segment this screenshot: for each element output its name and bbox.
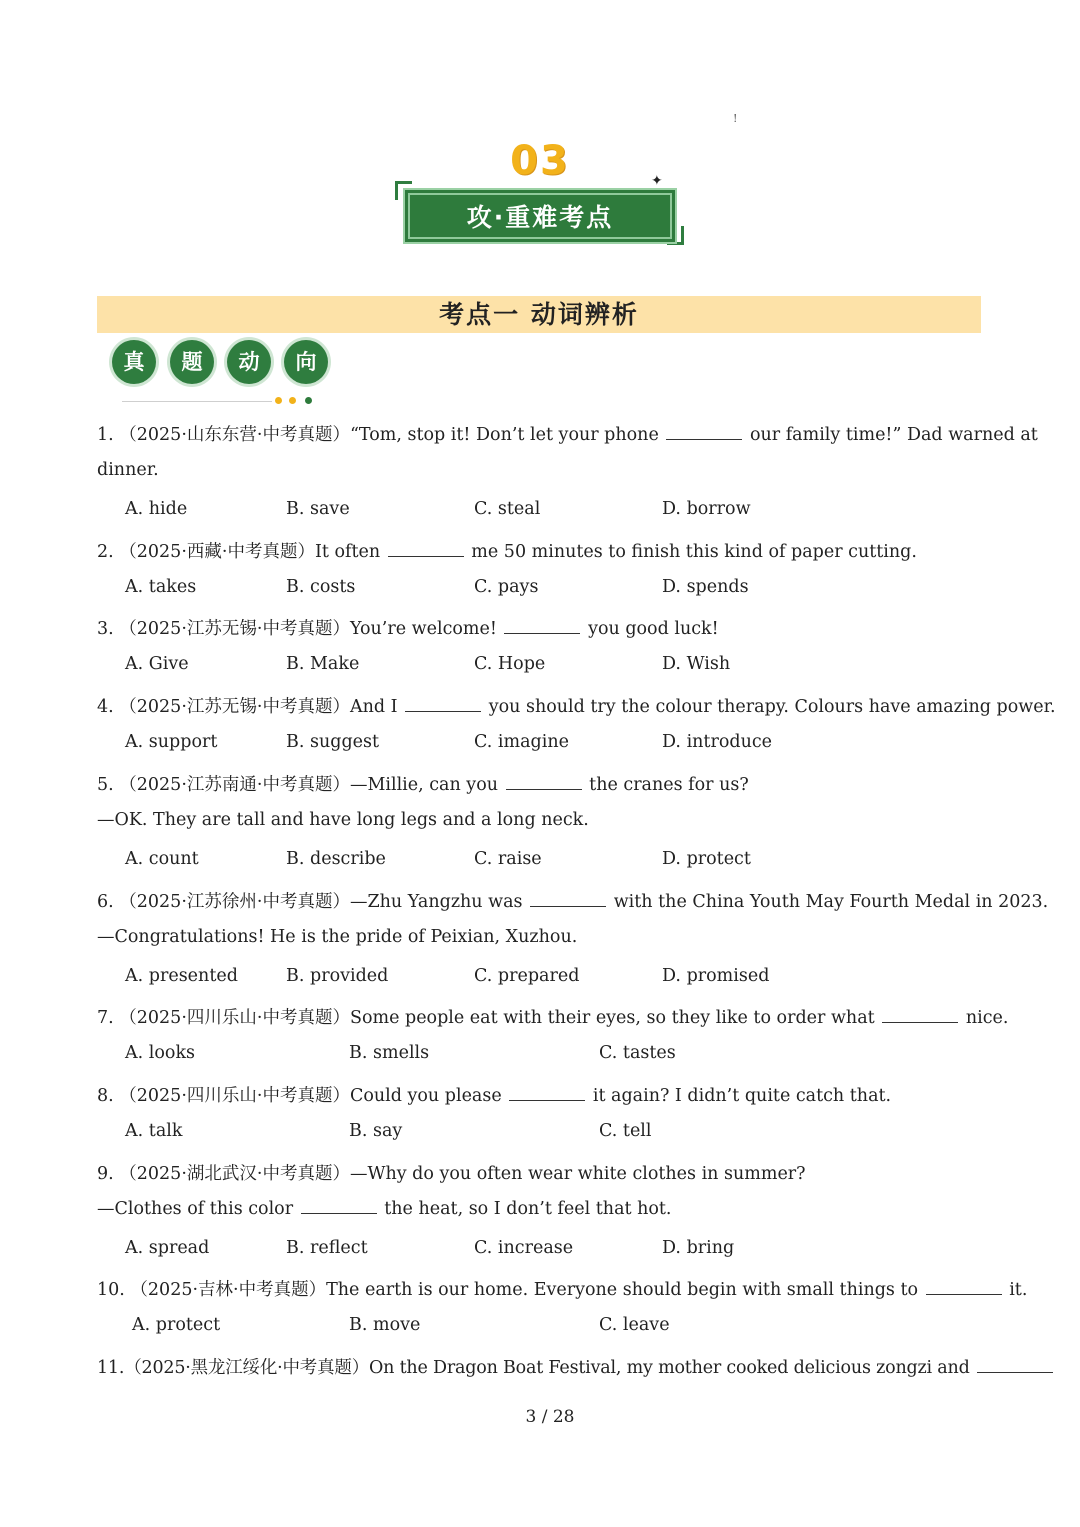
answer-blank <box>405 697 481 712</box>
question-1-cont: dinner. <box>97 460 159 480</box>
answer-blank <box>977 1358 1053 1373</box>
option: C. pays <box>474 577 539 597</box>
option: D. protect <box>662 849 751 869</box>
option: A. protect <box>132 1315 221 1335</box>
section-circles <box>112 340 352 410</box>
option: C. tastes <box>599 1043 676 1063</box>
option: C. leave <box>599 1315 670 1335</box>
answer-blank <box>530 892 606 907</box>
option: B. smells <box>349 1043 430 1063</box>
circle-label: 题 <box>170 340 214 384</box>
answer-blank <box>666 425 742 440</box>
circle-label: 向 <box>284 340 328 384</box>
option: C. prepared <box>474 966 580 986</box>
question-8: 8. （2025·四川乐山·中考真题）Could you please it again? I didn’t quite catch that. <box>97 1086 892 1106</box>
question-7: 7. （2025·四川乐山·中考真题）Some people eat with their eyes, so they like to order what nice. <box>97 1008 1009 1028</box>
question-9: 9. （2025·湖北武汉·中考真题）—Why do you often wear white clothes in summer? <box>97 1164 806 1184</box>
answer-blank <box>301 1199 377 1214</box>
option: D. spends <box>662 577 749 597</box>
question-5: 5. （2025·江苏南通·中考真题）—Millie, can you the cranes for us? <box>97 775 749 795</box>
answer-blank <box>388 542 464 557</box>
option: C. raise <box>474 849 542 869</box>
option: B. save <box>286 499 350 519</box>
option: C. Hope <box>474 654 546 674</box>
badge-title: 攻·重难考点 <box>403 188 677 244</box>
option: D. bring <box>662 1238 735 1258</box>
question-9-cont: —Clothes of this color the heat, so I don’t feel that hot. <box>97 1199 672 1219</box>
option: B. say <box>349 1121 403 1141</box>
option: A. takes <box>125 577 197 597</box>
option: D. introduce <box>662 732 772 752</box>
option: D. Wish <box>662 654 731 674</box>
option: B. suggest <box>286 732 380 752</box>
option: B. costs <box>286 577 356 597</box>
option: B. provided <box>286 966 389 986</box>
option: A. count <box>125 849 199 869</box>
question-4: 4. （2025·江苏无锡·中考真题）And I you should try the colour therapy. Colours have amazing power. <box>97 697 1056 717</box>
section-title: 考点一 动词辨析 <box>97 296 981 333</box>
option: B. reflect <box>286 1238 368 1258</box>
question-5-cont: —OK. They are tall and have long legs and a long neck. <box>97 810 589 830</box>
circle-label: 动 <box>227 340 271 384</box>
option: B. Make <box>286 654 360 674</box>
option: A. talk <box>125 1121 183 1141</box>
page-number: 3 / 28 <box>525 1407 575 1427</box>
header-badge <box>392 138 688 250</box>
dot-divider <box>112 397 352 407</box>
option: A. looks <box>125 1043 196 1063</box>
question-10: 10. （2025·吉林·中考真题）The earth is our home. Everyone should begin with small things to it. <box>97 1280 1028 1300</box>
option: D. promised <box>662 966 770 986</box>
option: A. Give <box>125 654 189 674</box>
option: A. hide <box>125 499 188 519</box>
option: C. steal <box>474 499 541 519</box>
option: D. borrow <box>662 499 751 519</box>
answer-blank <box>509 1086 585 1101</box>
question-2: 2. （2025·西藏·中考真题）It often me 50 minutes to finish this kind of paper cutting. <box>97 542 917 562</box>
question-1: 1. （2025·山东东营·中考真题）“Tom, stop it! Don’t let your phone our family time!” Dad warned at <box>97 425 1038 445</box>
option: A. support <box>125 732 218 752</box>
option: A. presented <box>125 966 238 986</box>
option: B. move <box>349 1315 421 1335</box>
answer-blank <box>504 619 580 634</box>
option: C. tell <box>599 1121 652 1141</box>
question-11: 11.（2025·黑龙江绥化·中考真题）On the Dragon Boat Festival, my mother cooked delicious zongzi and <box>97 1354 1055 1379</box>
option: C. increase <box>474 1238 574 1258</box>
stray-mark: ! <box>733 112 738 125</box>
question-6-cont: —Congratulations! He is the pride of Peixian, Xuzhou. <box>97 927 578 947</box>
option: A. spread <box>125 1238 210 1258</box>
option: B. describe <box>286 849 386 869</box>
badge-number: 03 <box>510 138 570 184</box>
circle-label: 真 <box>112 340 156 384</box>
answer-blank <box>506 775 582 790</box>
question-6: 6. （2025·江苏徐州·中考真题）—Zhu Yangzhu was with the China Youth May Fourth Medal in 2023. <box>97 892 1049 912</box>
answer-blank <box>882 1008 958 1023</box>
answer-blank <box>926 1280 1002 1295</box>
option: C. imagine <box>474 732 569 752</box>
question-3: 3. （2025·江苏无锡·中考真题）You’re welcome! you good luck! <box>97 619 719 639</box>
sparkle-icon: ✦ <box>651 173 663 189</box>
